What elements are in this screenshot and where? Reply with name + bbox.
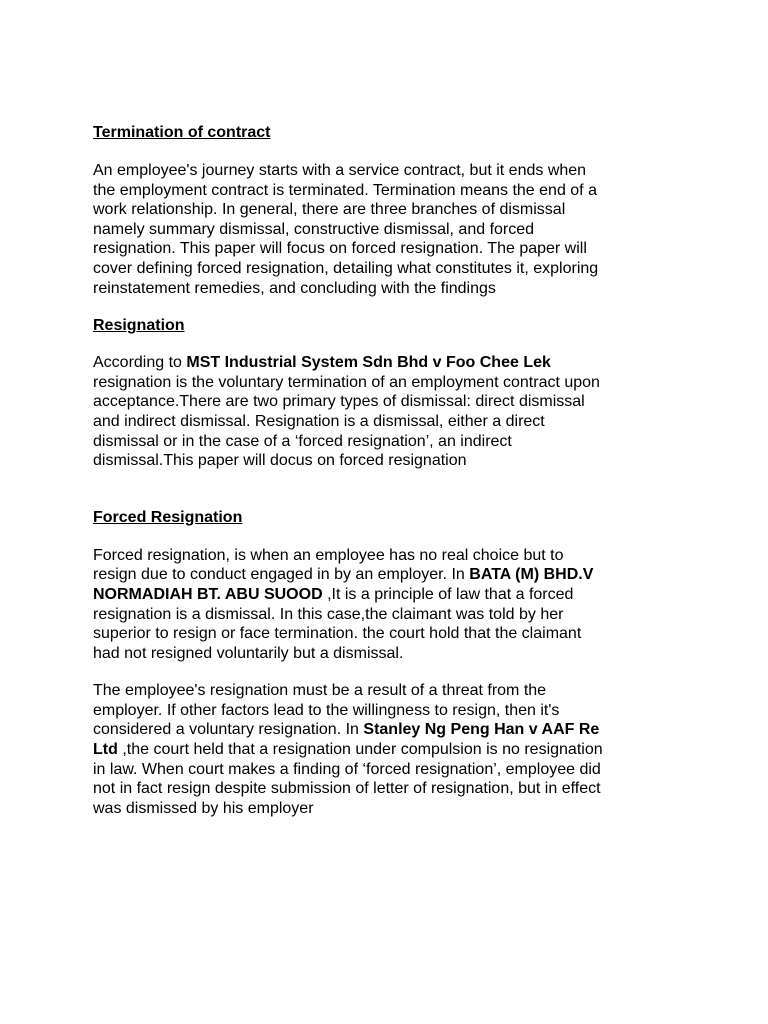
text-line: acceptance.There are two primary types of dismissal: direct dismissal <box>93 393 585 411</box>
text-run: ,the court held that a resignation under compulsion is no resignation <box>117 741 603 759</box>
paragraph-forced-2 <box>93 681 693 818</box>
text-line <box>93 353 693 373</box>
text-line: dismissal.This paper will docus on forced resignation <box>93 452 467 470</box>
text-line: employer. If other factors lead to the willingness to resign, then it's <box>93 701 560 719</box>
text-line: Forced resignation, is when an employee has no real choice but to <box>93 546 564 564</box>
text-line: work relationship. In general, there are three branches of dismissal <box>93 201 566 219</box>
text-line: An employee's journey starts with a service contract, but it ends when <box>93 162 587 179</box>
case-citation: Ltd <box>93 741 118 759</box>
text-line: resignation is the voluntary termination of an employment contract upon <box>93 373 600 391</box>
case-citation: BATA (M) BHD.V <box>469 566 594 584</box>
section-heading-termination: Termination of contract <box>93 124 271 141</box>
document-page <box>93 123 693 818</box>
text-line: had not resigned voluntarily but a dismissal. <box>93 644 404 662</box>
text-line: in law. When court makes a finding of ‘forced resignation’, employee did <box>93 760 601 778</box>
text-line <box>93 740 693 760</box>
text-line: not in fact resign despite submission of letter of resignation, but in effect <box>93 780 601 798</box>
text-run: considered a voluntary resignation. In <box>93 721 364 739</box>
text-line: namely summary dismissal, constructive dismissal, and forced <box>93 220 535 238</box>
section-heading-resignation: Resignation <box>93 317 185 335</box>
case-citation: MST Industrial System Sdn Bhd v Foo Chee Lek <box>186 354 551 372</box>
text-line: resignation. This paper will focus on forced resignation. The paper will <box>93 240 587 258</box>
text-line: reinstatement remedies, and concluding with the findings <box>93 279 496 297</box>
paragraph-resignation <box>93 353 693 471</box>
case-citation: NORMADIAH BT. ABU SUOOD <box>93 585 323 603</box>
text-run: resign due to conduct engaged in by an employer. In <box>93 566 470 584</box>
text-line: resignation is a dismissal. In this case,the claimant was told by her <box>93 605 564 623</box>
text-line <box>93 585 693 605</box>
text-run: ,It is a principle of law that a forced <box>322 585 574 603</box>
case-citation: Stanley Ng Peng Han v AAF Re <box>363 721 600 739</box>
text-line <box>93 565 693 585</box>
text-line: cover defining forced resignation, detailing what constitutes it, exploring <box>93 259 599 277</box>
text-line: The employee's resignation must be a result of a threat from the <box>93 682 547 700</box>
text-line <box>93 720 693 740</box>
text-line: the employment contract is terminated. Termination means the end of a <box>93 181 597 199</box>
text-line: and indirect dismissal. Resignation is a dismissal, either a direct <box>93 412 545 430</box>
text-line: dismissal or in the case of a ‘forced resignation’, an indirect <box>93 432 512 450</box>
text-line: was dismissed by his employer <box>93 799 314 817</box>
text-run: According to <box>93 354 187 372</box>
section-heading-forced-resignation: Forced Resignation <box>93 508 243 526</box>
text-line: superior to resign or face termination. the court hold that the claimant <box>93 625 582 643</box>
paragraph-termination <box>93 161 693 298</box>
paragraph-forced-1 <box>93 546 693 664</box>
